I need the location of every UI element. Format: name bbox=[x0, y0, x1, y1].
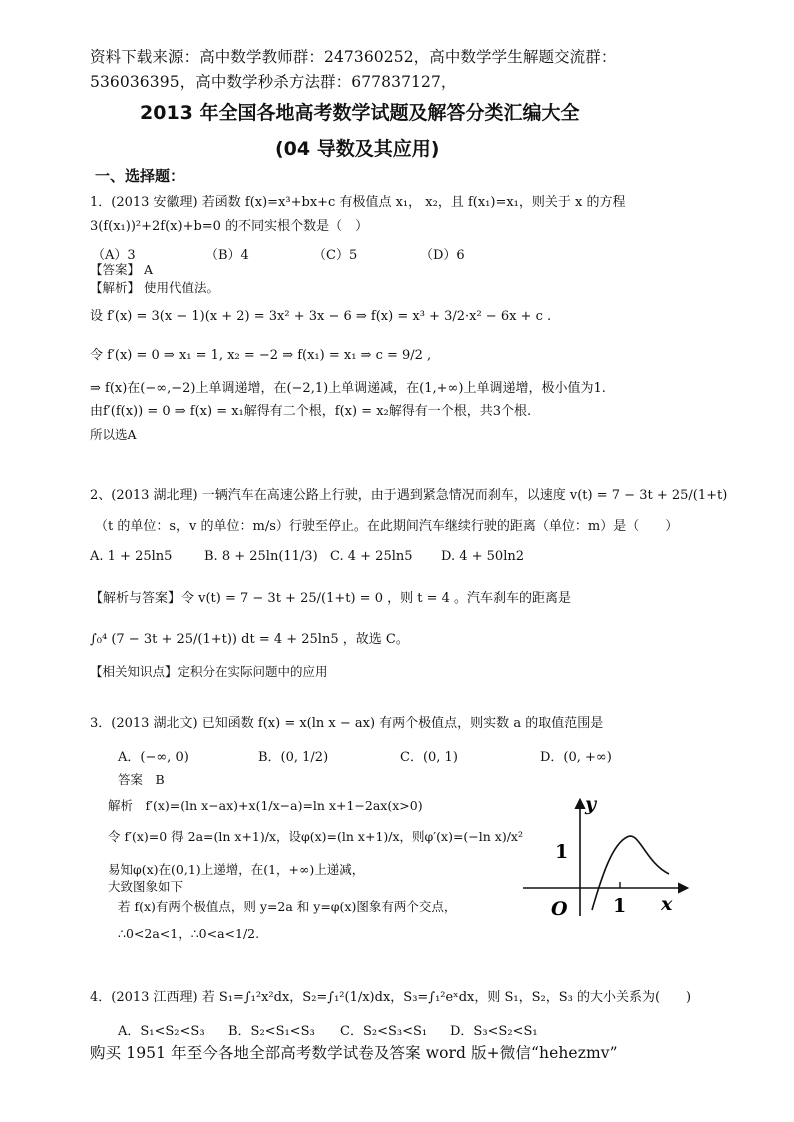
option-b: B．S₂<S₁<S₃ bbox=[228, 1024, 315, 1039]
section-heading: 一、选择题： bbox=[95, 167, 186, 185]
option-d: D．(0, +∞) bbox=[540, 750, 612, 765]
answer-line: 答案 B bbox=[118, 772, 165, 787]
option-a: A．(−∞, 0) bbox=[118, 750, 189, 765]
option-b: B. 8 + 25ln(11/3) bbox=[204, 549, 318, 564]
option-b: （B）4 bbox=[205, 248, 249, 263]
solution-line: ∴0<2a<1，∴0<a<1/2. bbox=[118, 926, 260, 941]
solution-line: 设 f′(x) = 3(x − 1)(x + 2) = 3x² + 3x − 6 ⇒ f(x) = x³ + 3/2·x² − 6x + c . bbox=[90, 309, 552, 324]
solution-line: 易知φ(x)在(0,1)上递增，在(1，+∞)上递减， bbox=[108, 862, 365, 877]
option-c: C．S₂<S₃<S₁ bbox=[340, 1024, 428, 1039]
solution-line: ∫₀⁴ (7 − 3t + 25/(1+t)) dt = 4 + 25ln5 ，故选 C。 bbox=[90, 632, 409, 647]
option-d: D．S₃<S₂<S₁ bbox=[450, 1024, 538, 1039]
solution-line: 【解析与答案】令 v(t) = 7 − 3t + 25/(1+t) = 0 ，则 t = 4 。汽车刹车的距离是 bbox=[90, 591, 572, 606]
solution-line: ⇒ f(x)在(−∞,−2)上单调递增，在(−2,1)上单调递减，在(1,+∞)上单调递增，极小值为1. bbox=[90, 381, 606, 396]
solution-line: 大致图象如下 bbox=[108, 879, 184, 894]
solution-line: 令 f′(x) = 0 ⇒ x₁ = 1, x₂ = −2 ⇒ f(x₁) = x₁ ⇒ c = 9/2 , bbox=[90, 348, 432, 363]
question-stem: 3．(2013 湖北文) 已知函数 f(x) = x(ln x − ax) 有两个极值点，则实数 a 的取值范围是 bbox=[90, 716, 604, 731]
header-line-2: 536036395，高中数学秒杀方法群：677837127， bbox=[90, 73, 457, 91]
option-a: A．S₁<S₂<S₃ bbox=[118, 1024, 205, 1039]
page-title: 2013 年全国各地高考数学试题及解答分类汇编大全 bbox=[140, 102, 580, 124]
question-stem-cont: 3(f(x₁))²+2f(x)+b=0 的不同实根个数是（ ） bbox=[90, 219, 369, 234]
question-stem: 4．(2013 江西理) 若 S₁=∫₁²x²dx，S₂=∫₁²(1/x)dx，S₃=∫₁²eˣdx，则 S₁，S₂，S₃ 的大小关系为( ) bbox=[90, 990, 692, 1005]
solution-line: 令 f′(x)=0 得 2a=(ln x+1)/x，设φ(x)=(ln x+1)/x，则φ′(x)=(−ln x)/x² bbox=[108, 829, 523, 844]
page-subtitle: (04 导数及其应用) bbox=[275, 138, 440, 160]
solution-line: 所以选A bbox=[90, 427, 137, 442]
origin-label: O bbox=[551, 898, 568, 920]
option-d: （D）6 bbox=[420, 248, 465, 263]
y-tick-label: 1 bbox=[555, 841, 569, 863]
y-axis-label: y bbox=[585, 793, 597, 815]
header-line-1: 资料下载来源：高中数学教师群：247360252，高中数学学生解题交流群： bbox=[90, 48, 617, 66]
x-tick-label: 1 bbox=[613, 895, 627, 917]
solution-line: 由f′(f(x)) = 0 ⇒ f(x) = x₁解得有二个根，f(x) = x₂解得有一个根，共3个根. bbox=[90, 404, 532, 419]
option-c: C．(0, 1) bbox=[400, 750, 458, 765]
option-d: D. 4 + 50ln2 bbox=[441, 549, 524, 564]
x-axis-label: x bbox=[661, 893, 673, 915]
question-stem-cont: （t 的单位：s，v 的单位：m/s）行驶至停止。在此期间汽车继续行驶的距离（单位：m）是（ ） bbox=[95, 519, 679, 534]
analysis-label: 【解析】 使用代值法。 bbox=[90, 280, 219, 295]
option-a: A. 1 + 25ln5 bbox=[90, 549, 173, 564]
knowledge-point: 【相关知识点】定积分在实际问题中的应用 bbox=[90, 664, 328, 679]
phi-function-graph bbox=[515, 792, 695, 922]
option-b: B．(0, 1/2) bbox=[258, 750, 329, 765]
solution-line: 解析 f′(x)=(ln x−ax)+x(1/x−a)=ln x+1−2ax(x>0) bbox=[108, 798, 423, 813]
phi-curve bbox=[592, 836, 669, 910]
solution-line: 若 f(x)有两个极值点，则 y=2a 和 y=φ(x)图象有两个交点， bbox=[118, 899, 457, 914]
answer-line: 【答案】 A bbox=[90, 262, 154, 277]
question-stem: 1．(2013 安徽理) 若函数 f(x)=x³+bx+c 有极值点 x₁， x₂，且 f(x₁)=x₁，则关于 x 的方程 bbox=[90, 195, 626, 210]
option-c: （C）5 bbox=[313, 248, 358, 263]
option-c: C. 4 + 25ln5 bbox=[330, 549, 413, 564]
footer-note: 购买 1951 年至今各地全部高考数学试卷及答案 word 版+微信“hehezmv” bbox=[90, 1044, 618, 1062]
option-a: （A）3 bbox=[92, 248, 136, 263]
question-stem: 2、(2013 湖北理) 一辆汽车在高速公路上行驶，由于遇到紧急情况而刹车，以速度 v(t) = 7 − 3t + 25/(1+t) bbox=[90, 488, 728, 503]
